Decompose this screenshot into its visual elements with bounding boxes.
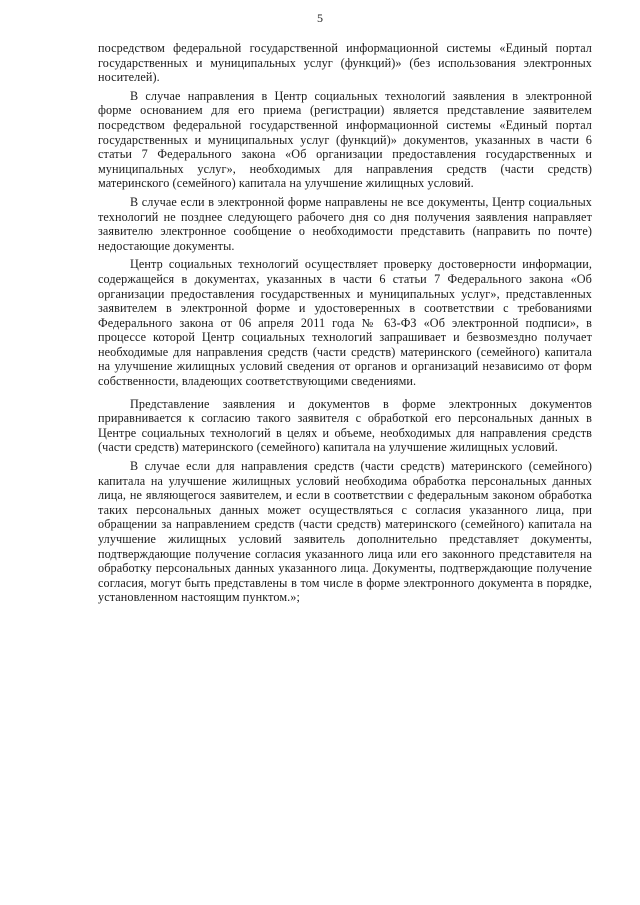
paragraph-6: В случае если для направления средств (части средств) материнского (семейного) капитала на улучшение жилищных условий необходима обработка персональных данных лица, не являющегося заявителем, и если в соответствии с федеральным законом обработка таких персональных данных может осуществляться с согласия указанного лица, при обращении за направлением средств (части средств) материнского (семейного) капитала на улучшение жилищных условий заявитель дополнительно представляет документы, подтверждающие получение согласия указанного лица или его законного представителя на обработку персональных данных указанного лица. Документы, подтверждающие получение согласия, могут быть представлены в том числе в форме электронного документа в порядке, установленном настоящим пунктом.»; (98, 459, 592, 605)
paragraph-5: Представление заявления и документов в форме электронных документов приравнивается к согласию такого заявителя с обработкой его персональных данных в Центре социальных технологий в целях и объеме, необходимых для направления средств (части средств) материнского (семейного) капитала на улучшение жилищных условий. (98, 396, 592, 455)
paragraph-1: посредством федеральной государственной информационной системы «Единый портал государственных и муниципальных услуг (функций)» (без использования электронных носителей). (98, 41, 592, 85)
page-number: 5 (317, 11, 323, 25)
paragraph-3: В случае если в электронной форме направлены не все документы, Центр социальных технологий не позднее следующего рабочего дня со дня получения заявления направляет заявителю электронное сообщение о необходимости представить (направить по почте) недостающие документы. (98, 194, 592, 253)
paragraph-2: В случае направления в Центр социальных технологий заявления в электронной форме основанием для его приема (регистрации) является представление заявителем посредством федеральной государственной информационной системы «Единый портал государственных и муниципальных услуг (функций)» документов, указанных в части 6 статьи 7 Федерального закона «Об организации предоставления государственных и муниципальных услуг», необходимых для направления средств (части средств) материнского (семейного) капитала на улучшение жилищных условий. (98, 88, 592, 191)
paragraph-4: Центр социальных технологий осуществляет проверку достоверности информации, содержащейся в документах, указанных в части 6 статьи 7 Федерального закона «Об организации предоставления государственных и муниципальных услуг», представленных заявителем в электронной форме и удостоверенных в соответствии с требованиями Федерального закона от 06 апреля 2011 года № 63-ФЗ «Об электронной подписи», в процессе которой Центр социальных технологий запрашивает и безвозмездно получает необходимые для направления средств (части средств) материнского (семейного) капитала на улучшение жилищных условий сведения от органов и организаций независимо от форм собственности, владеющих соответствующими сведениями. (98, 257, 592, 389)
document-body (98, 41, 592, 609)
